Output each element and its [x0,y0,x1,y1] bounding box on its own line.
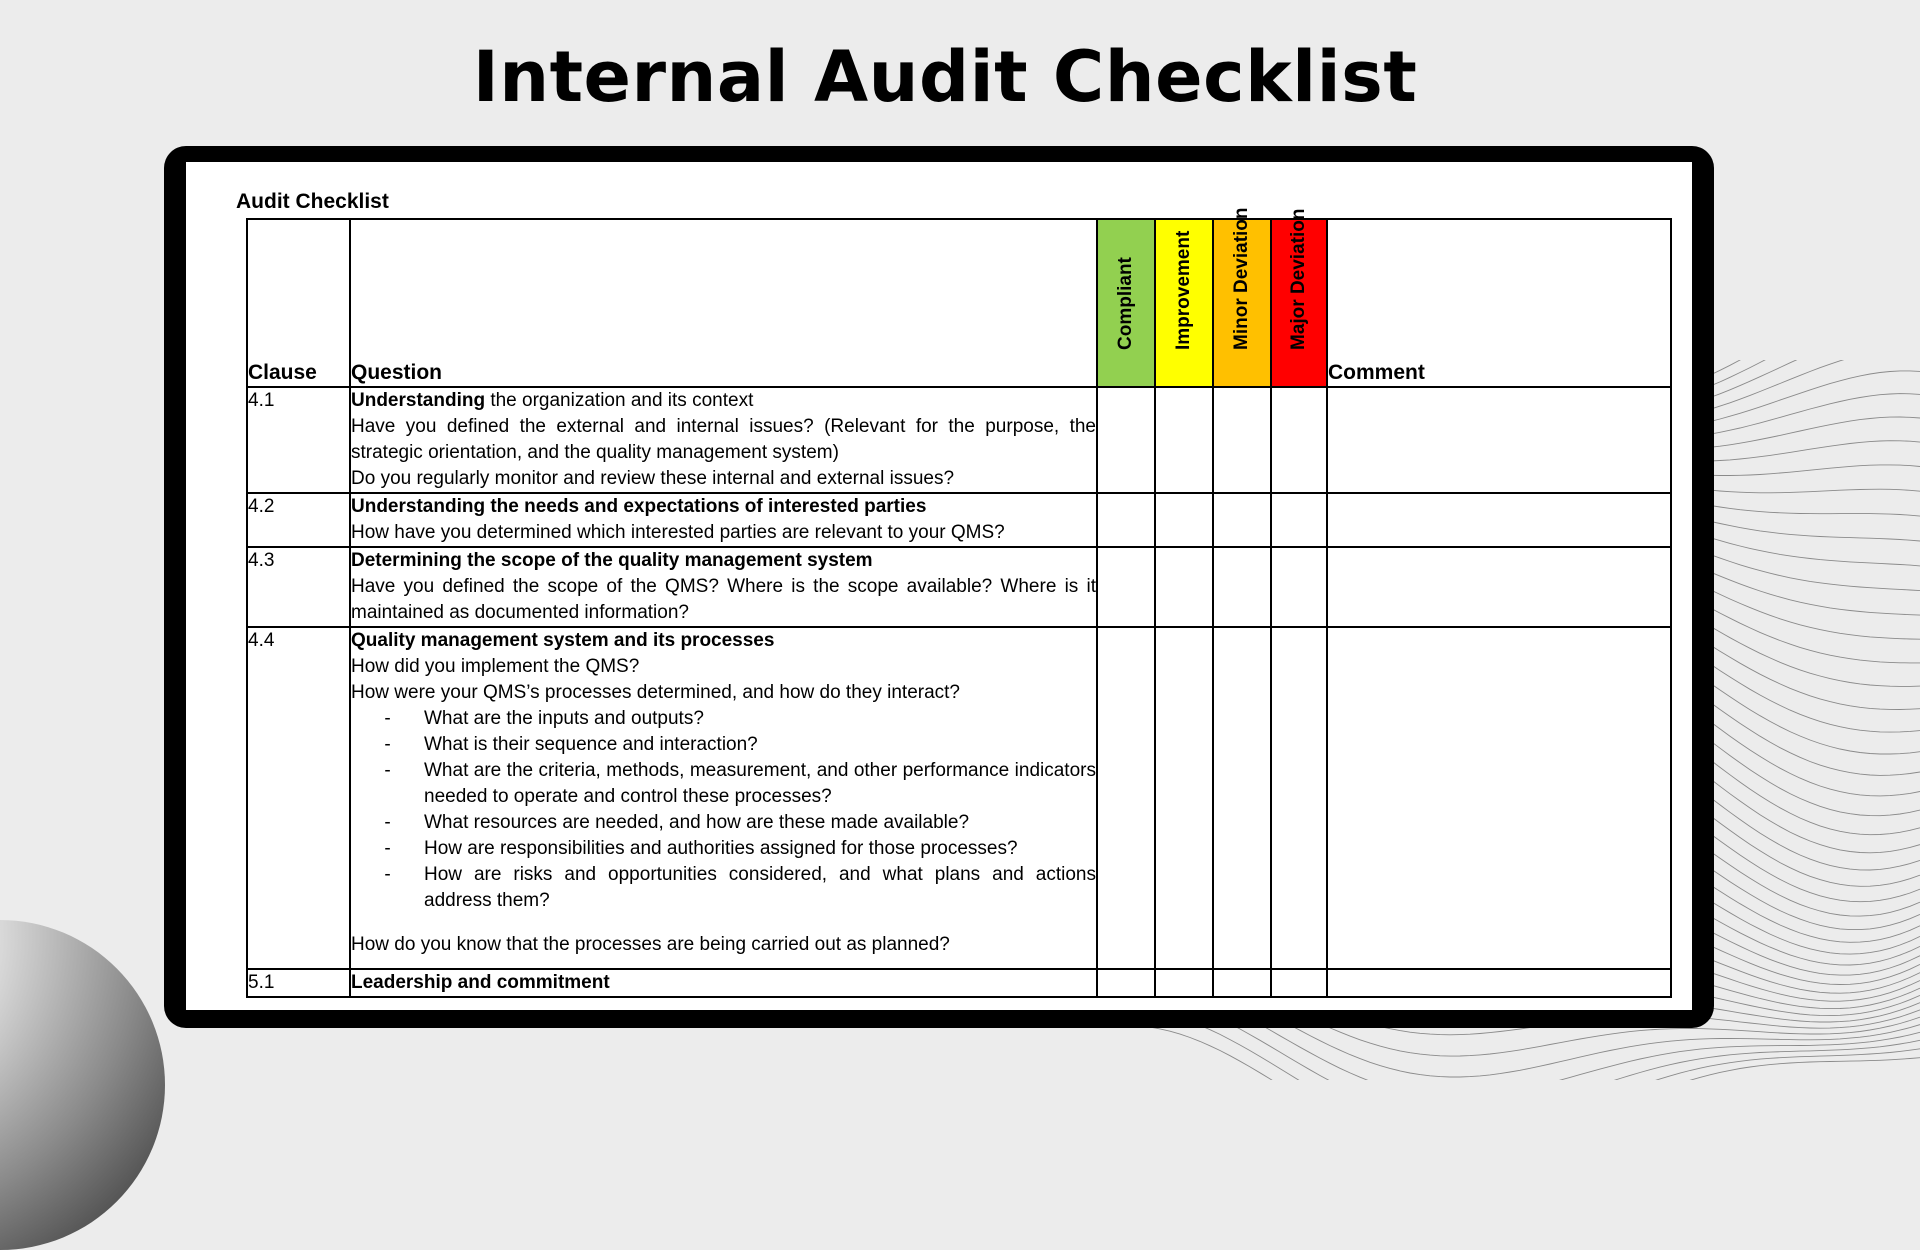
improvement-cell[interactable] [1155,387,1213,493]
bullet-dash: - [384,864,391,885]
major-deviation-cell[interactable] [1271,493,1327,547]
bullet-dash: - [384,734,391,755]
question-line: How do you know that the processes are being carried out as planned? [351,934,950,955]
sub-question [351,836,1096,862]
clause-cell: 4.2 [247,493,350,547]
sub-question-text: What are the criteria, methods, measurement, and other performance indicators needed to operate and control these processes? [424,760,1096,807]
compliant-cell[interactable] [1097,387,1155,493]
question-title: Determining the scope of the quality management system [351,550,873,571]
improvement-cell[interactable] [1155,627,1213,969]
question-header-label: Question [351,361,443,384]
major-deviation-cell[interactable] [1271,547,1327,627]
sheet-heading: Audit Checklist [236,190,389,213]
question-line: Have you defined the scope of the QMS? Where is the scope available? Where is it maintained as documented information? [351,576,1096,623]
question-cell [350,547,1097,627]
sub-question [351,732,1096,758]
compliant-header [1097,219,1155,387]
page-title: Internal Audit Checklist [472,36,1418,118]
question-cell [350,627,1097,969]
comment-cell[interactable] [1327,547,1671,627]
bullet-dash: - [384,812,391,833]
table-row [247,547,1671,627]
table-row [247,493,1671,547]
bullet-dash: - [384,708,391,729]
question-title: Quality management system and its processes [351,630,775,651]
minor-deviation-cell[interactable] [1213,547,1271,627]
major-deviation-cell[interactable] [1271,387,1327,493]
comment-cell[interactable] [1327,493,1671,547]
sub-question [351,706,1096,732]
comment-cell[interactable] [1327,627,1671,969]
question-line: Do you regularly monitor and review these internal and external issues? [351,468,955,489]
sub-question-text: What is their sequence and interaction? [424,734,758,755]
bullet-dash: - [384,838,391,859]
sub-question [351,862,1096,914]
question-title: Understanding the needs and expectations of interested parties [351,496,927,517]
question-cell [350,387,1097,493]
minor-deviation-cell[interactable] [1213,969,1271,997]
table-row [247,387,1671,493]
question-line: How did you implement the QMS? [351,656,640,677]
compliant-cell[interactable] [1097,627,1155,969]
sub-question [351,758,1096,810]
major-deviation-cell[interactable] [1271,969,1327,997]
comment-header-label: Comment [1328,361,1425,384]
bullet-dash: - [384,760,391,781]
major-deviation-header-label: Major Deviation [1288,208,1309,350]
table-row [247,627,1671,969]
question-cell [350,969,1097,997]
clause-cell: 4.3 [247,547,350,627]
improvement-cell[interactable] [1155,969,1213,997]
clause-cell: 4.1 [247,387,350,493]
clause-header-label: Clause [248,361,317,384]
clause-header [247,219,350,387]
question-title: Understanding [351,390,486,411]
compliant-cell[interactable] [1097,547,1155,627]
major-deviation-cell[interactable] [1271,627,1327,969]
table-header-row [247,219,1671,387]
document-sheet [186,162,1692,1010]
major-deviation-header [1271,208,1327,387]
question-cell [350,493,1097,547]
improvement-header-label: Improvement [1173,230,1194,350]
sub-question-text: What are the inputs and outputs? [424,708,704,729]
corner-gradient-decoration [0,920,165,1250]
compliant-header-label: Compliant [1115,257,1136,350]
minor-deviation-header-label: Minor Deviation [1231,207,1252,350]
improvement-header [1155,219,1213,387]
sub-question-text: How are risks and opportunities considered, and what plans and actions address them? [424,864,1096,911]
comment-cell[interactable] [1327,969,1671,997]
sub-question [351,810,1096,836]
compliant-cell[interactable] [1097,493,1155,547]
question-line: How were your QMS’s processes determined, and how do they interact? [351,682,961,703]
minor-deviation-cell[interactable] [1213,387,1271,493]
clause-cell: 5.1 [247,969,350,997]
sub-question-text: What resources are needed, and how are these made available? [424,812,970,833]
question-title: Leadership and commitment [351,972,610,993]
question-title-rest: the organization and its context [485,390,754,411]
comment-header [1327,219,1671,387]
minor-deviation-cell[interactable] [1213,493,1271,547]
table-row [247,969,1671,997]
sub-question-text: How are responsibilities and authorities assigned for those processes? [424,838,1018,859]
question-header [350,219,1097,387]
question-line: Have you defined the external and internal issues? (Relevant for the purpose, the strategic orientation, and the quality management system) [351,416,1096,463]
minor-deviation-cell[interactable] [1213,627,1271,969]
comment-cell[interactable] [1327,387,1671,493]
improvement-cell[interactable] [1155,493,1213,547]
clause-cell: 4.4 [247,627,350,969]
compliant-cell[interactable] [1097,969,1155,997]
question-line: How have you determined which interested parties are relevant to your QMS? [351,522,1005,543]
improvement-cell[interactable] [1155,547,1213,627]
audit-checklist-table [246,207,1672,998]
minor-deviation-header [1213,207,1271,387]
